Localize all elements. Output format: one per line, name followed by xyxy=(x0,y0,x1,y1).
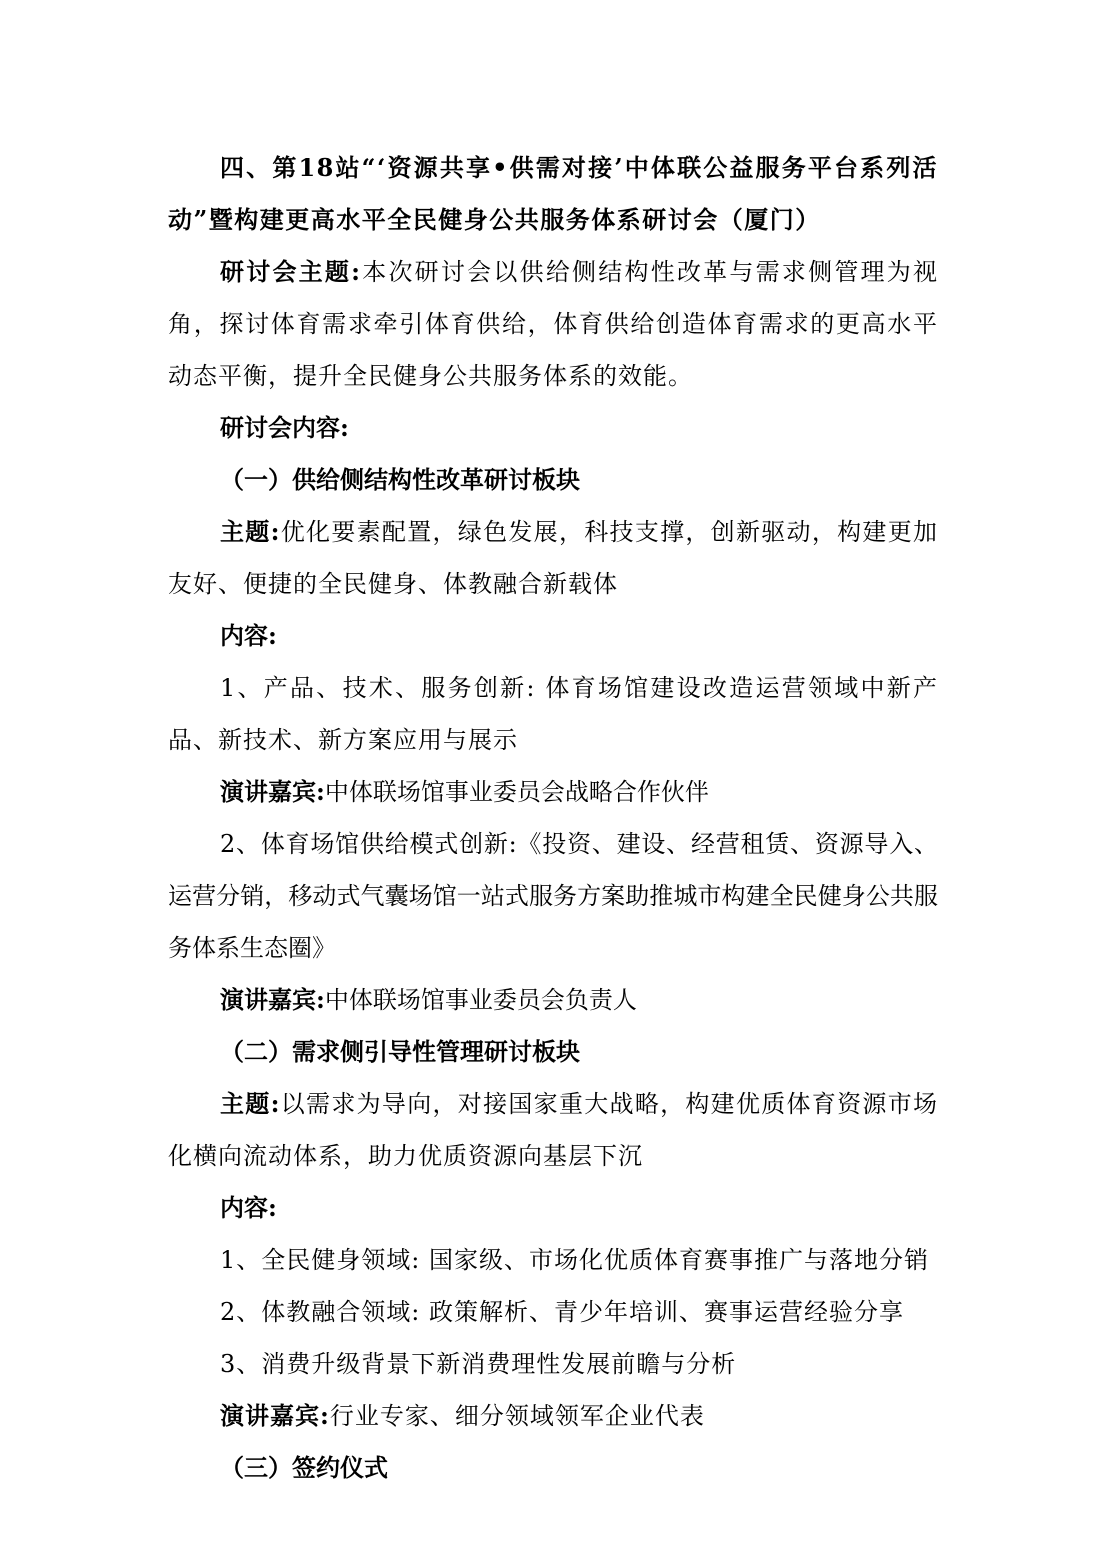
section2-item-3: 3、消费升级背景下新消费理性发展前瞻与分析 xyxy=(220,1350,737,1378)
theme-label: 研讨会主题: xyxy=(220,257,361,286)
section2-title: （二）需求侧引导性管理研讨板块 xyxy=(220,1037,580,1066)
section1-item-1: 1、产品、技术、服务创新: 体育场馆建设改造运营领域中新产品、新技术、新方案应用与展示 xyxy=(168,674,938,754)
section2-speaker xyxy=(168,1390,938,1442)
heading: 四、第18站“‘资源共享•供需对接’中体联公益服务平台系列活动”暨构建更高水平全民健身公共服务体系研讨会（厦门） xyxy=(168,153,938,234)
section1-topic-label: 主题: xyxy=(220,517,281,546)
section1-topic-text: 优化要素配置，绿色发展，科技支撑，创新驱动，构建更加友好、便捷的全民健身、体教融合新载体 xyxy=(168,518,939,598)
section3-title: （三）签约仪式 xyxy=(220,1453,388,1482)
theme-text: 本次研讨会以供给侧结构性改革与需求侧管理为视角，探讨体育需求牵引体育供给，体育供给创造体育需求的更高水平动态平衡，提升全民健身公共服务体系的效能。 xyxy=(168,258,939,390)
section2-speaker-text: 行业专家、细分领域领军企业代表 xyxy=(329,1402,705,1430)
section1-speaker-2-text: 中体联场馆事业委员会负责人 xyxy=(324,986,637,1014)
section2-speaker-label: 演讲嘉宾: xyxy=(220,1401,330,1430)
section2-content-label: 内容: xyxy=(220,1193,277,1222)
section1-content-label: 内容: xyxy=(220,621,277,650)
section2-item-1: 1、全民健身领域: 国家级、市场化优质体育赛事推广与落地分销 xyxy=(220,1246,929,1274)
section2-topic xyxy=(168,1078,938,1182)
theme-paragraph xyxy=(168,246,938,402)
document-body xyxy=(168,142,938,1494)
section1-speaker-1-label: 演讲嘉宾: xyxy=(220,777,325,806)
section1-speaker-2 xyxy=(168,974,938,1026)
section1-speaker-2-label: 演讲嘉宾: xyxy=(220,985,325,1014)
section2-topic-label: 主题: xyxy=(220,1089,281,1118)
section2-topic-text: 以需求为导向，对接国家重大战略，构建优质体育资源市场化横向流动体系，助力优质资源向基层下沉 xyxy=(168,1090,939,1170)
section1-title: （一）供给侧结构性改革研讨板块 xyxy=(220,465,580,494)
section1-topic xyxy=(168,506,938,610)
section1-speaker-1 xyxy=(168,766,938,818)
content-label: 研讨会内容: xyxy=(220,413,349,442)
section1-speaker-1-text: 中体联场馆事业委员会战略合作伙伴 xyxy=(324,778,709,806)
section2-item-2: 2、体教融合领域: 政策解析、青少年培训、赛事运营经验分享 xyxy=(220,1298,904,1326)
section1-item-2: 2、体育场馆供给模式创新:《投资、建设、经营租赁、资源导入、运营分销，移动式气囊场馆一站式服务方案助推城市构建全民健身公共服务体系生态圈》 xyxy=(168,830,938,962)
